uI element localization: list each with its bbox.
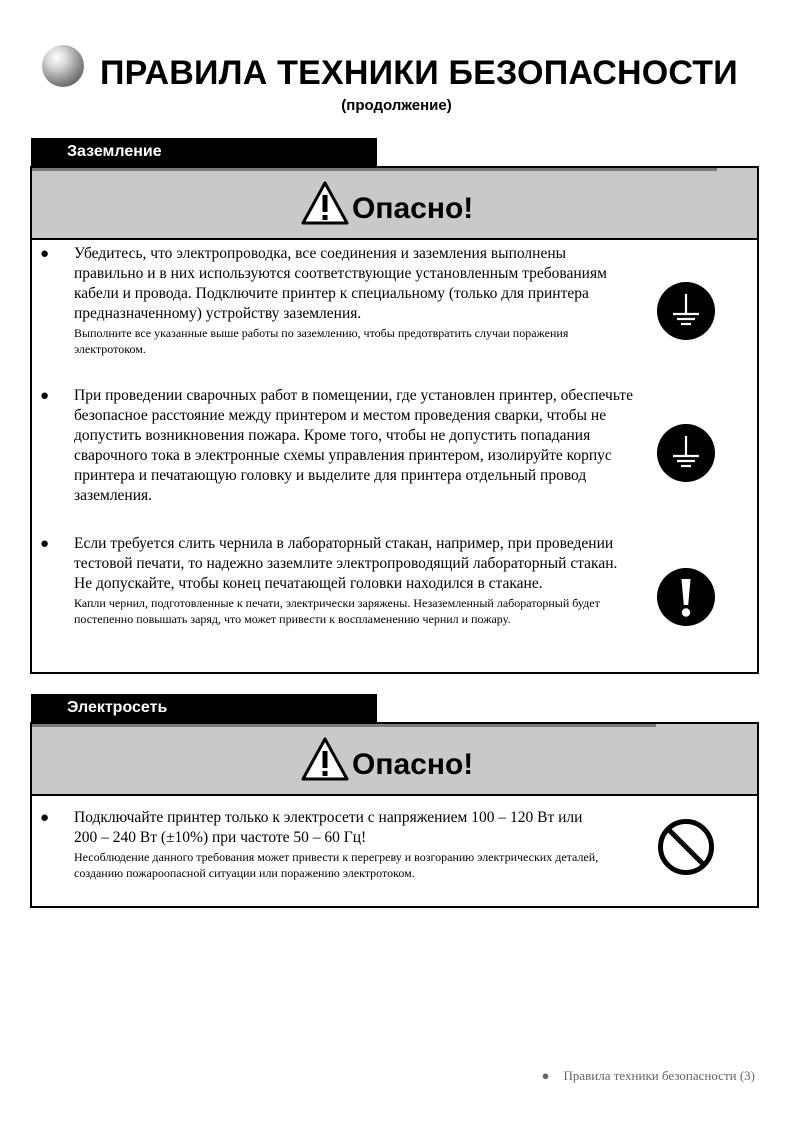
danger-label: Опасно! (352, 192, 474, 225)
page-subtitle: (продолжение) (341, 97, 452, 114)
section-label-grounding: Заземление (31, 138, 377, 166)
grounding-warning-box (30, 166, 759, 674)
footer-text: Правила техники безопасности (3) (563, 1068, 755, 1083)
footer-bullet: ● (541, 1068, 550, 1083)
danger-header-strip (32, 724, 656, 727)
prohibited-icon (657, 818, 715, 876)
bullet: ● (40, 536, 50, 552)
ground-icon (657, 424, 715, 482)
danger-label: Опасно! (352, 748, 474, 781)
ground-icon (657, 282, 715, 340)
page-title: ПРАВИЛА ТЕХНИКИ БЕЗОПАСНОСТИ (100, 54, 738, 92)
item-note-text: Выполните все указанные выше работы по заземлению, чтобы предотвратить случаи поражения электротоком. (74, 326, 569, 357)
section-label-power: Электросеть (31, 694, 377, 722)
item-main-text: Подключайте принтер только к электросети с напряжением 100 – 120 Вт или 200 – 240 Вт (±10%) при частоте 50 – 60 Гц! (74, 809, 583, 847)
item-main-text: Если требуется слить чернила в лабораторный стакан, например, при проведении тестовой печати, то надежно заземлите электропроводящий лабораторный стакан. (74, 535, 618, 573)
item-main-text: При проведении сварочных работ в помещении, где установлен принтер, обеспечьте безопасное расстояние между принтером и местом проведения сварки, чтобы не допустить возникновения пожара. Кроме того, чтобы не допустить попадания сварочного тока в электронные схемы управления принтером, изолируйте корпус принтера и печатающую головку и выделите для принтера отдельный провод заземления. (74, 387, 633, 505)
item-main-text: Убедитесь, что электропроводка, все соединения и заземления выполнены правильно и в них используются соответствующие установленным требованиям кабели и провода. Подключите принтер к специальному (только для принтера предназначенному) устройству заземления. (74, 245, 607, 323)
warning-triangle-icon (300, 736, 350, 782)
danger-header (32, 724, 757, 796)
title-sphere-icon (42, 45, 84, 87)
bullet: ● (40, 246, 50, 262)
bullet: ● (40, 388, 50, 404)
power-warning-box (30, 722, 759, 908)
warning-triangle-icon (300, 180, 350, 226)
danger-header-strip (32, 168, 717, 171)
item-note-text: Несоблюдение данного требования может привести к перегреву и возгоранию электрических деталей, созданию пожароопасной ситуации или поражению электротоком. (74, 850, 599, 881)
page-footer (542, 1068, 755, 1084)
bullet: ● (40, 810, 50, 826)
item-main-text-2: Не допускайте, чтобы конец печатающей головки находился в стакане. (74, 575, 543, 593)
danger-header (32, 168, 757, 240)
exclamation-icon (657, 568, 715, 626)
item-note-text: Капли чернил, подготовленные к печати, электрически заряжены. Незаземленный лабораторный будет постепенно повышать заряд, что может привести к воспламенению чернил и пожару. (74, 596, 600, 627)
